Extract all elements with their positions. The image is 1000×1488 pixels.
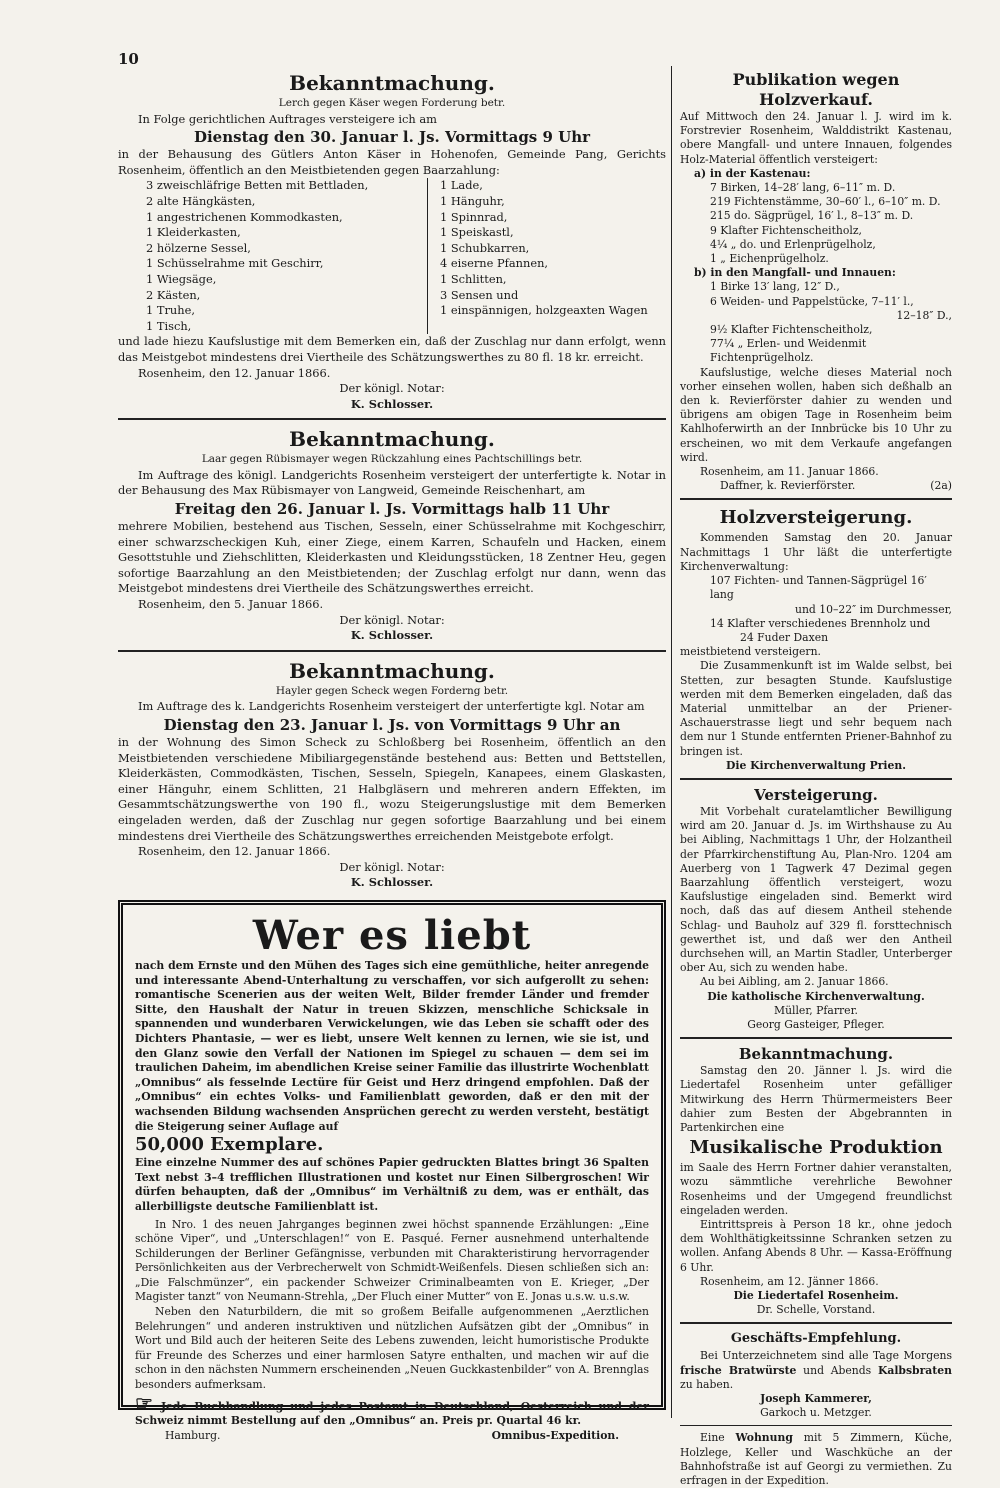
list-item: 1 Lade,: [440, 178, 483, 193]
signature: K. Schlosser.: [350, 875, 434, 890]
item-list-left: [146, 178, 428, 334]
notice-body: in der Behausung des Gütlers Anton Käser in Hohenofen, Gemeinde Pang, Gerichts Rosenheim, öffentlich an den Meistbietenden gegen Baarzahlung:: [118, 147, 666, 177]
signature: Die Liedertafel Rosenheim.: [733, 1289, 899, 1303]
right-column: [680, 70, 952, 1488]
notice-intro: Auf Mittwoch den 24. Januar l. J. wird im k. Forstrevier Rosenheim, Walddistrikt Kastenau, obere Mangfall- und untere Innauen, folgendes Holz-Material öffentlich versteigert:: [680, 110, 952, 166]
advert-price: Preis pr. Quartal 46 kr.: [442, 1414, 582, 1428]
notice-kaeser: [118, 70, 666, 412]
list-item: 1 Schubkarren,: [440, 240, 530, 255]
list-item: 1 angestrichenen Kommodkasten,: [146, 209, 343, 224]
divider: [680, 1425, 952, 1426]
list-item: 1 Kleiderkasten,: [146, 225, 241, 240]
concert-headline: Musikalische Produktion: [689, 1137, 943, 1159]
notice-title: Bekanntmachung.: [738, 1045, 894, 1064]
advert-stories: In Nro. 1 des neuen Jahrganges beginnen zwei höchst spannende Erzählungen: „Eine schöne Viper“, und „Unterschlagen!“ von E. Pasqué. Ferner ausnehmend unterhaltende Schilderungen der Berliner Gefängnisse, verbunden mit Charakteristirung hervorragender Persönlichkeiten aus der Verbrecherwelt von Schmidt-Weißenfels. Diesen schließen sich an: „Die Falschmünzer“, ein packender Schweizer Criminalbeamten von E. Krieger, „Der Magister tanzt“ von Neumann-Strehla, „Der Fluch einer Mutter“ von E. Jonas u.s.w. u.s.w.: [135, 1217, 649, 1304]
advert-ordering: [135, 1390, 649, 1429]
signature: Die Kirchenverwaltung Prien.: [725, 758, 906, 772]
list-item: 1 „ Eichenprügelholz.: [710, 252, 829, 266]
place-date: Rosenheim, den 12. Januar 1866.: [138, 365, 331, 380]
list-item: 2 alte Hängkästen,: [146, 193, 256, 208]
list-item: 3 zweischläfrige Betten mit Bettladen,: [146, 178, 369, 193]
notice-body: Mit Vorbehalt curatelamtlicher Bewilligung wird am 20. Januar d. Js. im Wirthshause zu Au bei Aibling, Nachmittags 1 Uhr, der Holzantheil der Pfarrkirchenstiftung Au, Plan-Nro. 1204 am Auerberg von 1 Tagwerk 47 Dezimal gegen Baarzahlung öffentlich versteigert, wozu Kaufslustige eingeladen sind. Bemerkt wird noch, daß das auf diesem Antheil stehende Schlag- und Bauholz auf 329 fl. forsttechnisch gewerthet ist, und daß wer den Antheil durchsehen will, an Martin Stadler, Unterberger ober Au, sich zu wenden habe.: [680, 804, 952, 975]
pointing-hand-icon: ☞: [135, 1390, 153, 1415]
item-list-right: [428, 178, 648, 334]
notice-body: in der Wohnung des Simon Scheck zu Schloßberg bei Rosenheim, öffentlich an den Meistbietenden verschiedene Mibiliargegenstände bestehend aus: Betten und Bettstellen, Kleiderkästen, Commodkästen, Tischen, Sesseln, Spiegeln, Kanapees, einem Glaskasten, einer Hänguhr, einem Schlitten, 21 Halbgläsern und mehreren andern Effekten, im Gesammtschätzungswerthe von 190 fl., wozu Steigerungslustige mit dem Bemerken eingeladen werden, daß der Zuschlag nur gegen sofortige Baarzahlung und bei einem mindestens drei Viertheile des Schätzungswerthes erreichenden Meistgebote erfolgt.: [118, 735, 666, 843]
place-date: Rosenheim, am 11. Januar 1866.: [700, 465, 879, 479]
list-item: 4¼ „ do. und Erlenprügelholz,: [710, 237, 876, 251]
advert-price-text: Eine einzelne Nummer des auf schönes Papier gedruckten Blattes bringt 36 Spalten Text nebst 3–4 trefflichen Illustrationen und kostet nur Einen Silbergroschen! Wir dürfen behaupten, daß der „Omnibus“ im Verhältniß zu dem, was er enthält, das allerbilligste deutsche Familienblatt ist.: [135, 1156, 649, 1213]
advert-publisher: Omnibus-Expedition.: [491, 1428, 619, 1442]
advert-copies: 50,000 Exemplare.: [135, 1134, 324, 1156]
notice-versteigerung: [680, 785, 952, 1032]
signature: K. Schlosser.: [350, 396, 434, 411]
list-item: 9½ Klafter Fichtenscheitholz,: [710, 323, 873, 337]
divider: [680, 1322, 952, 1324]
item-list: [680, 280, 952, 365]
page-number: 10: [118, 50, 139, 68]
notice-title: Geschäfts-Empfehlung.: [730, 1331, 902, 1347]
place-date: Rosenheim, den 12. Januar 1866.: [138, 844, 331, 859]
business-text-mid: und Abends: [803, 1363, 872, 1377]
list-item: und 10–22″ im Durchmesser,: [795, 602, 952, 616]
notary-label: Der königl. Notar:: [339, 381, 445, 396]
notice-scheck: [118, 658, 666, 891]
signature-line-2: Garkoch u. Metzger.: [760, 1406, 872, 1420]
advert-intro: nach dem Ernste und den Mühen des Tages sich eine gemüthliche, heiter anregende und interessante Abend-Unterhaltung zu verschaffen, vor sich aufgerollt zu sehen: romantische Scenerien aus der weiten Welt, Bilder fremder Länder und fremder Sitte, den Haushalt der Natur in treuen Skizzen, menschliche Schicksale in spannenden und wunderbaren Verwickelungen, wie das Leben sie schafft oder des Dichters Phantasie, — wer es liebt, unsere Welt kennen zu lernen, wie sie ist, und den Glanz sowie den Verfall der Nationen im Spiegel zu schauen — dem sei im traulichen Daheim, im abendlichen Kreise seiner Familie das illustrirte Wochenblatt „Omnibus“ als fesselnde Lectüre für Geist und Herz dringend empfohlen. Daß der „Omnibus“ ein echtes Volks- und Familienblatt geworden, daß er den mit der wachsenden Bildung wachsenden Ansprüchen gerecht zu werden versteht, bestätigt die Steigerung seiner Auflage auf: [135, 959, 649, 1133]
list-item: 9 Klafter Fichtenscheitholz,: [710, 223, 862, 237]
flat-text-2: mit 5 Zimmern, Küche, Holzlege, Keller und Waschküche an der Bahnhofstraße ist auf Georgi zu vermiethen. Zu erfragen in der Expedition.: [680, 1431, 953, 1488]
notice-title: Versteigerung.: [754, 785, 878, 804]
notice-title: Holzversteigerung.: [719, 507, 913, 529]
list-item: 1 Spinnrad,: [440, 209, 508, 224]
notice-title: Bekanntmachung.: [289, 427, 495, 452]
notice-holzverkauf: [680, 70, 952, 493]
list-item: meistbietend versteigern.: [680, 645, 821, 659]
notice-body: im Saale des Herrn Fortner dahier veranstalten, wozu sämmtliche verehrliche Bewohner Rosenheims und der Umgegend freundlichst eingeladen werden.: [680, 1161, 952, 1217]
notice-body: Die Zusammenkunft ist im Walde selbst, bei Stetten, zur besagten Stunde. Kaufslustige werden mit dem Bemerken eingeladen, daß das Material unmittelbar an der Priener-Aschauerstrasse liegt und sehr bequem nach dem nur 1 Stunde entfernten Priener-Bahnhof zu bringen ist.: [680, 659, 952, 758]
signature-line-2: Dr. Schelle, Vorstand.: [756, 1303, 876, 1317]
list-item: 1 Wiegsäge,: [146, 271, 217, 286]
list-item: 4 eiserne Pfannen,: [440, 256, 549, 271]
notice-intro: In Folge gerichtlichen Auftrages versteigere ich am: [138, 111, 437, 126]
divider: [680, 1037, 952, 1039]
notice-intro: Samstag den 20. Jänner l. Js. wird die Liedertafel Rosenheim unter gefälliger Mitwirkung des Herrn Thürmermeisters Beer dahier zum Besten der Abgebrannten in Partenkirchen eine: [680, 1064, 952, 1134]
notice-intro: Kommenden Samstag den 20. Januar Nachmittags 1 Uhr läßt die unterfertigte Kirchenverwaltung:: [680, 531, 952, 573]
list-item: 219 Fichtenstämme, 30–60′ l., 6–10″ m. D.: [710, 195, 941, 209]
list-item: 1 einspännigen, holzgeaxten Wagen: [440, 303, 648, 318]
business-text-end: zu haben.: [680, 1377, 734, 1391]
list-item: 1 Schüsselrahme mit Geschirr,: [146, 256, 324, 271]
subheading: a) in der Kastenau:: [694, 166, 811, 180]
notice-title: Bekanntmachung.: [289, 71, 495, 95]
item-list: [118, 178, 666, 334]
notice-title: Bekanntmachung.: [289, 658, 495, 683]
notice-intro: Im Auftrage des königl. Landgerichts Rosenheim versteigert der unterfertigte k. Notar in der Behausung des Max Rübismayer von Langweid, Gemeinde Reischenhart, am: [118, 467, 666, 498]
list-item: 77¼ „ Erlen- und Weidenmit Fichtenprügelholz.: [710, 337, 867, 365]
notice-subject: Hayler gegen Scheck wegen Forderng betr.: [275, 684, 509, 697]
list-item: 3 Sensen und: [440, 287, 519, 302]
list-item: 2 Kästen,: [146, 287, 201, 302]
signature: K. Schlosser.: [350, 628, 434, 643]
divider: [118, 418, 666, 420]
notary-label: Der königl. Notar:: [339, 859, 445, 874]
place-date: Au bei Aibling, am 2. Januar 1866.: [700, 975, 889, 989]
advert-city: Hamburg.: [165, 1428, 221, 1442]
signature-line-2: Müller, Pfarrer.: [774, 1003, 858, 1017]
notice-date: Dienstag den 30. Januar l. Js. Vormittags 9 Uhr: [193, 128, 591, 147]
left-column: [118, 70, 666, 891]
omnibus-advert: [118, 900, 666, 1442]
signature: Joseph Kammerer,: [760, 1392, 872, 1406]
reference-code: (2a): [930, 479, 952, 493]
notice-flat: [680, 1431, 952, 1488]
notice-closing: und lade hiezu Kaufslustige mit dem Bemerken ein, daß der Zuschlag nur dann erfolgt, wenn das Meistgebot mindestens drei Viertheile des Schätzungswerthes zu 80 fl. 18 kr. erreicht.: [118, 334, 666, 364]
list-item: 1 Hänguhr,: [440, 193, 505, 208]
signature-line-3: Georg Gasteiger, Pfleger.: [747, 1017, 885, 1031]
list-item: 1 Tisch,: [146, 318, 192, 333]
flat-bold: Wohnung: [735, 1431, 793, 1445]
list-item: 6 Weiden- und Pappelstücke, 7–11′ l.,: [710, 294, 914, 308]
notice-concert: [680, 1044, 952, 1317]
list-item: 1 Birke 13′ lang, 12″ D.,: [710, 280, 840, 294]
notice-date: Freitag den 26. Januar l. Js. Vormittags halb 11 Uhr: [174, 500, 610, 519]
notice-holzversteigerung: [680, 505, 952, 772]
notice-body: [680, 1349, 952, 1392]
notice-subject: Laar gegen Rübismayer wegen Rückzahlung eines Pachtschillings betr.: [201, 453, 583, 466]
advert-ordering-text: Jede Buchhandlung und jedes Postamt in Deutschland, Oesterreich und der Schweiz nimmt Bestellung auf den „Omnibus“ an.: [135, 1399, 649, 1428]
column-divider: [671, 66, 672, 1418]
business-bold-1: frische Bratwürste: [680, 1363, 797, 1377]
signature: Daffner, k. Revierförster.: [720, 479, 856, 493]
list-item: 24 Fuder Daxen: [740, 630, 829, 644]
advert-features: Neben den Naturbildern, die mit so großem Beifalle aufgenommenen „Aerztlichen Belehrungen“ und anderen instruktiven und nützlichen Aufsätzen gibt der „Omnibus“ in Wort und Bild auch der heiteren Seite des Lebens zuwenden, leicht humoristische Produkte für Freunde des Scherzes und einer harmlosen Satyre enthalten, und machen wir auf die schon in den nächsten Nummern erscheinenden „Neuen Guckkastenbilder“ von A. Brennglas besonders aufmerksam.: [135, 1305, 649, 1392]
flat-text-1: Eine: [700, 1431, 725, 1445]
divider: [680, 498, 952, 500]
notice-body: mehrere Mobilien, bestehend aus Tischen, Sesseln, einer Schüsselrahme mit Kochgeschirr, einer schwarzscheckigen Kuh, einer Ziege, einem Karren, Schaufeln und Hacken, einem Gesottstuhle und Ziehschlitten, Kleiderkasten und Kleidungsstücken, 18 Zentner Heu, gegen sofortige Baarzahlung an den Meistbietenden; der Zuschlag erfolgt nur dann, wenn das Meistgebot mindestens drei Viertheile des Schätzungswerthes erreicht.: [118, 519, 666, 596]
divider: [118, 650, 666, 652]
list-item: 1 Speiskastl,: [440, 225, 514, 240]
list-item: 12–18″ D.,: [896, 308, 952, 322]
notice-date: Dienstag den 23. Januar l. Js. von Vormittags 9 Uhr an: [163, 716, 621, 734]
notice-title: Publikation wegen Holzverkauf.: [732, 70, 900, 109]
notary-label: Der königl. Notar:: [339, 612, 445, 627]
item-list: [680, 181, 952, 266]
subheading: b) in den Mangfall- und Innauen:: [694, 266, 896, 280]
advert-footer: [135, 1429, 649, 1442]
notice-ruebismayer: [118, 426, 666, 644]
place-date: Rosenheim, den 5. Januar 1866.: [138, 597, 324, 612]
list-item: 7 Birken, 14–28′ lang, 6–11″ m. D.: [710, 181, 896, 195]
signature-line: [680, 479, 952, 493]
business-bold-2: Kalbsbraten: [877, 1363, 952, 1377]
list-item: 215 do. Sägprügel, 16′ l., 8–13″ m. D.: [710, 209, 914, 223]
notice-subject: Lerch gegen Käser wegen Forderung betr.: [278, 97, 506, 109]
advert-title: Wer es liebt: [252, 912, 532, 959]
notice-business: [680, 1329, 952, 1420]
business-text: Bei Unterzeichnetem sind alle Tage Morgens: [700, 1349, 952, 1363]
place-date: Rosenheim, am 12. Jänner 1866.: [700, 1274, 879, 1288]
notice-body: Kaufslustige, welche dieses Material noch vorher einsehen wollen, haben sich deßhalb an den k. Revierförster dahier zu wenden und übrigens am obigen Tage in Rosenheim beim Kahlhoferwirth an der Innbrücke bis 10 Uhr zu erscheinen, wo mit dem Verkaufe angefangen wird.: [680, 365, 952, 464]
list-item: 1 Truhe,: [146, 303, 195, 318]
notice-body: [680, 1431, 952, 1488]
list-item: 1 Schlitten,: [440, 271, 507, 286]
list-item: 14 Klafter verschiedenes Brennholz und: [710, 616, 931, 630]
signature: Die katholische Kirchenverwaltung.: [707, 989, 925, 1003]
divider: [680, 778, 952, 780]
notice-fee: Eintrittspreis à Person 18 kr., ohne jedoch dem Wohlthätigkeitssinne Schranken setzen zu wollen. Anfang Abends 8 Uhr. — Kassa-Eröffnung 6 Uhr.: [680, 1218, 952, 1274]
list-item: 107 Fichten- und Tannen-Sägprügel 16′ lang: [710, 574, 927, 602]
list-item: 2 hölzerne Sessel,: [146, 240, 251, 255]
notice-intro: Im Auftrage des k. Landgerichts Rosenheim versteigert der unterfertigte kgl. Notar am: [138, 699, 645, 714]
